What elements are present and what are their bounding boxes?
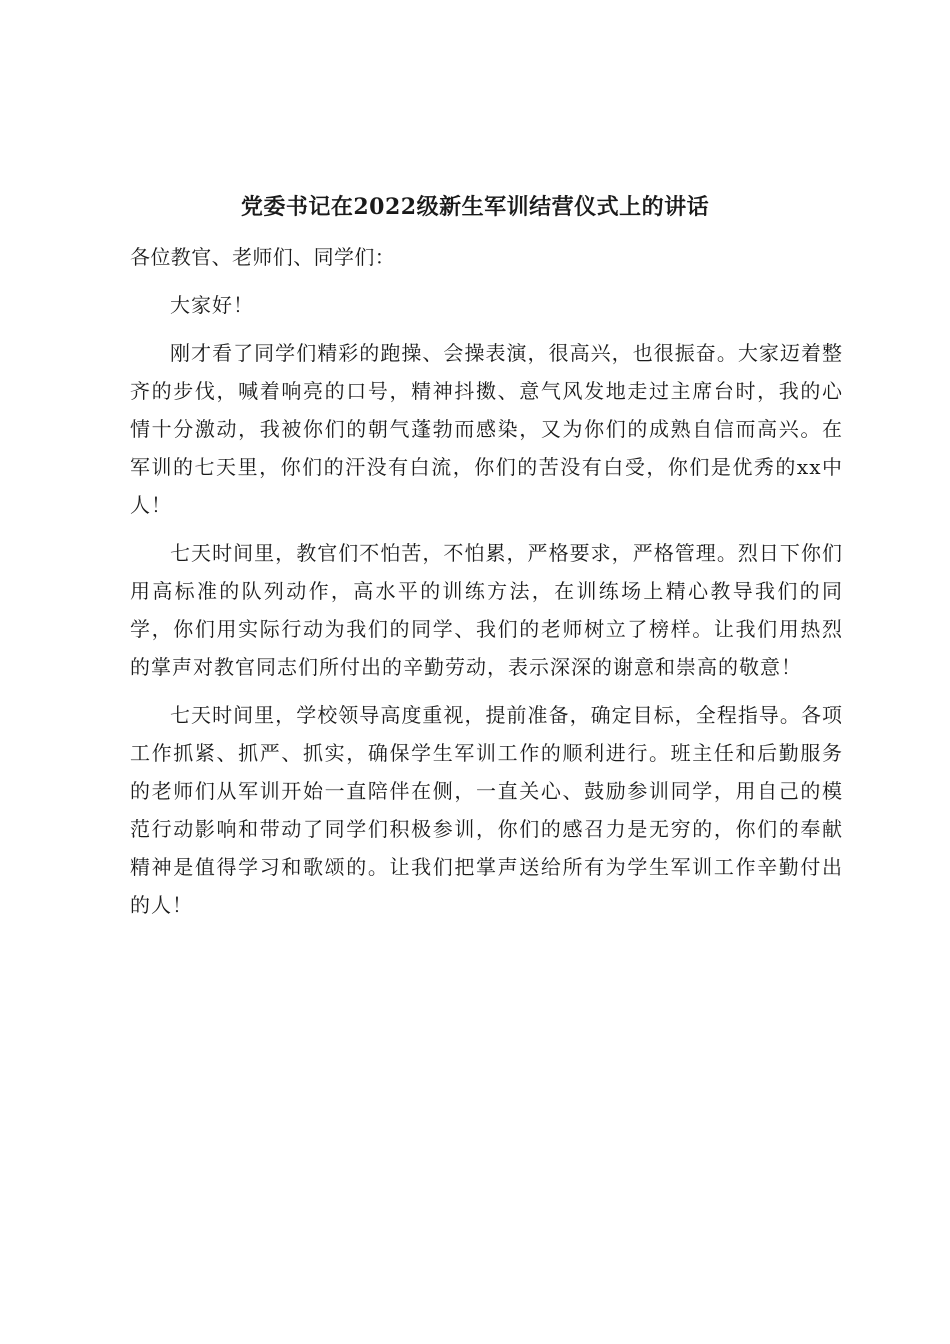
paragraph-instructors: 七天时间里，教官们不怕苦，不怕累，严格要求，严格管理。烈日下你们用高标准的队列动作，高水平的训练方法，在训练场上精心教导我们的同学，你们用实际行动为我们的同学、我们的老师树立了榜样。让我们用热烈的掌声对教官同志们所付出的辛勤劳动，表示深深的谢意和崇高的敬意！: [130, 541, 843, 679]
salutation: 各位教官、老师们、同学们：: [130, 245, 396, 269]
document-title: 党委书记在2022级新生军训结营仪式上的讲话: [240, 194, 710, 220]
paragraph-school-staff: 七天时间里，学校领导高度重视，提前准备，确定目标，全程指导。各项工作抓紧、抓严、抓实，确保学生军训工作的顺利进行。班主任和后勤服务的老师们从军训开始一直陪伴在侧，一直关心、鼓励参训同学，用自己的模范行动影响和带动了同学们积极参训，你们的感召力是无穷的，你们的奉献精神是值得学习和歌颂的。让我们把掌声送给所有为学生军训工作辛勤付出的人！: [130, 703, 843, 917]
paragraph-opening: 刚才看了同学们精彩的跑操、会操表演，很高兴，也很振奋。大家迈着整齐的步伐，喊着响亮的口号，精神抖擞、意气风发地走过主席台时，我的心情十分激动，我被你们的朝气蓬勃而感染，又为你们的成熟自信而高兴。在军训的七天里，你们的汗没有白流，你们的苦没有白受，你们是优秀的xx中人！: [130, 341, 843, 517]
document-body: [130, 238, 843, 924]
paragraph-greeting: 大家好！: [170, 293, 254, 317]
